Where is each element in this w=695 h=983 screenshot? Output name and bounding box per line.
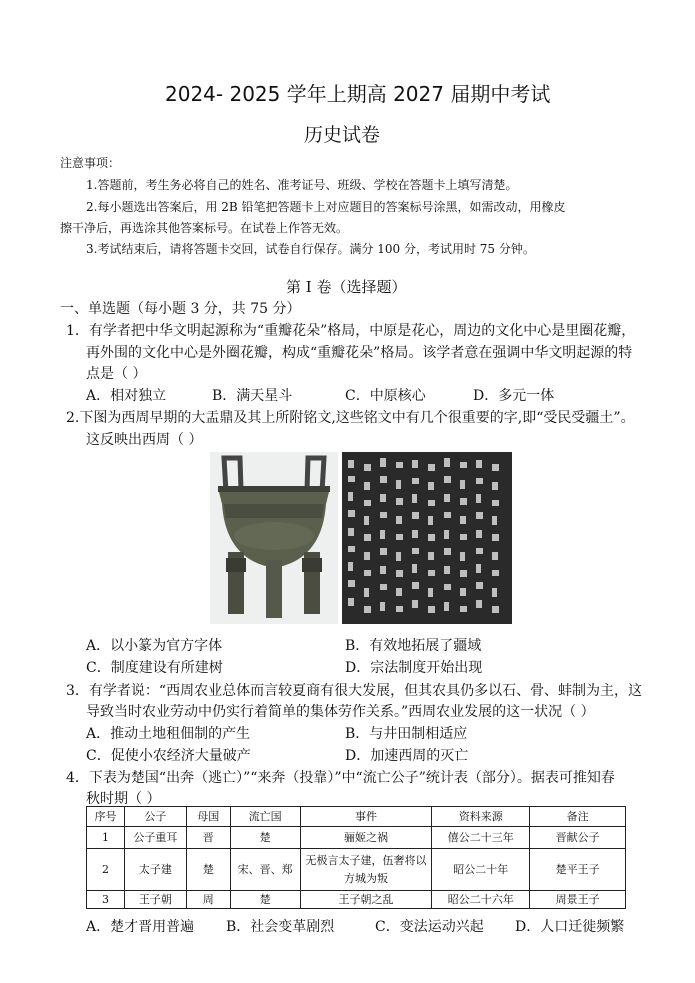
note-item-2: 2.每小题选出答案后，用 2B 铅笔把答题卡上对应题目的答案标号涂黑，如需改动，用橡皮	[86, 200, 566, 214]
q2-option-b[interactable]: B．有效地拓展了疆域	[345, 638, 482, 654]
table-cell: 太子建	[124, 849, 186, 891]
table-cell: 楚平王子	[530, 849, 626, 891]
q2-option-d[interactable]: D．宗法制度开始出现	[345, 660, 483, 676]
table-cell: 昭公二十六年	[432, 891, 530, 909]
table-header: 流亡国	[230, 807, 300, 827]
q1-option-b[interactable]: B．满天星斗	[212, 388, 293, 404]
table-row	[87, 891, 626, 909]
table-header: 公子	[124, 807, 186, 827]
table-row	[87, 849, 626, 891]
table-cell: 宋、晋、郑	[230, 849, 300, 891]
exile-princes-table	[86, 806, 626, 909]
table-header: 序号	[87, 807, 125, 827]
q3-option-b[interactable]: B．与井田制相适应	[345, 726, 468, 742]
table-cell: 楚	[230, 827, 300, 849]
table-cell: 昭公二十年	[432, 849, 530, 891]
note-item-2-cont: 擦干净后，再选涂其他答案标号。在试卷上作答无效。	[60, 221, 349, 235]
q1-option-d[interactable]: D．多元一体	[473, 388, 555, 404]
exam-title: 2024- 2025 学年上期高 2027 届期中考试	[165, 82, 551, 106]
note-item-1: 1.答题前，考生务必将自己的姓名、准考证号、班级、学校在答题卡上填写清楚。	[86, 178, 518, 192]
table-cell: 骊姬之祸	[300, 827, 432, 849]
table-cell: 3	[87, 891, 125, 909]
table-header-row	[87, 807, 626, 827]
part-heading: 一、单选题（每小题 3 分，共 75 分）	[60, 301, 301, 317]
table-cell: 公子重耳	[124, 827, 186, 849]
table-header: 备注	[530, 807, 626, 827]
q4-option-b[interactable]: B．社会变革剧烈	[226, 919, 335, 935]
bronze-ding-image	[210, 452, 338, 624]
q1-line-3: 点是（ ）	[86, 366, 147, 382]
q2-option-c[interactable]: C．制度建设有所建树	[86, 660, 223, 676]
table-row	[87, 827, 626, 849]
q4-option-c[interactable]: C．变法运动兴起	[375, 919, 484, 935]
volume-heading: 第 I 卷（选择题）	[286, 278, 407, 296]
note-item-3: 3.考试结束后，请将答题卡交回，试卷自行保存。满分 100 分，考试用时 75 分钟。	[86, 242, 535, 256]
q1-line-1: 1．有学者把中华文明起源称为“重瓣花朵”格局，中原是花心，周边的文化中心是里圈花瓣，	[66, 323, 636, 339]
q3-option-a[interactable]: A．推动土地租佃制的产生	[86, 726, 251, 742]
table-cell: 2	[87, 849, 125, 891]
q2-option-a[interactable]: A．以小篆为官方字体	[86, 638, 223, 654]
q2-line-1: 2.下图为西周早期的大盂鼎及其上所附铭文,这些铭文中有几个很重要的字,即“受民受疆土”。	[66, 410, 635, 426]
table-cell: 楚	[186, 849, 230, 891]
table-cell: 王子朝	[124, 891, 186, 909]
table-cell: 无极言太子建，伍奢将以方城为叛	[300, 849, 432, 891]
q1-option-c[interactable]: C．中原核心	[345, 388, 426, 404]
table-cell: 王子朝之乱	[300, 891, 432, 909]
table-cell: 周	[186, 891, 230, 909]
q4-option-d[interactable]: D．人口迁徙频繁	[515, 919, 625, 935]
table-header: 资料来源	[432, 807, 530, 827]
table-cell: 晋献公子	[530, 827, 626, 849]
q4-line-1: 4．下表为楚国“出奔（逃亡）”“来奔（投靠）”中“流亡公子”统计表（部分）。据表可推知春	[66, 770, 615, 786]
q3-option-c[interactable]: C．促使小农经济大量破产	[86, 748, 251, 764]
table-header: 母国	[186, 807, 230, 827]
table-cell: 1	[87, 827, 125, 849]
table-header: 事件	[300, 807, 432, 827]
table-cell: 周景王子	[530, 891, 626, 909]
table-cell: 楚	[230, 891, 300, 909]
q4-option-a[interactable]: A．楚才晋用普遍	[86, 919, 195, 935]
table-cell: 晋	[186, 827, 230, 849]
q3-line-1: 3．有学者说：“西周农业总体而言较夏商有很大发展，但其农具仍多以石、骨、蚌制为主，这	[66, 683, 643, 699]
q2-line-2: 这反映出西周（ ）	[86, 432, 203, 448]
notes-heading: 注意事项：	[60, 156, 121, 170]
q3-line-2: 导致当时农业劳动中仍实行着简单的集体劳作关系。”西周农业发展的这一状况（ ）	[86, 704, 595, 720]
q1-option-a[interactable]: A．相对独立	[86, 388, 167, 404]
q1-line-2: 再外围的文化中心是外圈花瓣，构成“重瓣花朵”格局。该学者意在强调中华文明起源的特	[86, 345, 633, 361]
q3-option-d[interactable]: D．加速西周的灭亡	[345, 748, 469, 764]
q4-line-2: 秋时期（ ）	[86, 791, 161, 807]
inscription-rubbing-image	[342, 452, 512, 624]
exam-subtitle: 历史试卷	[304, 124, 381, 146]
table-cell: 僖公二十三年	[432, 827, 530, 849]
